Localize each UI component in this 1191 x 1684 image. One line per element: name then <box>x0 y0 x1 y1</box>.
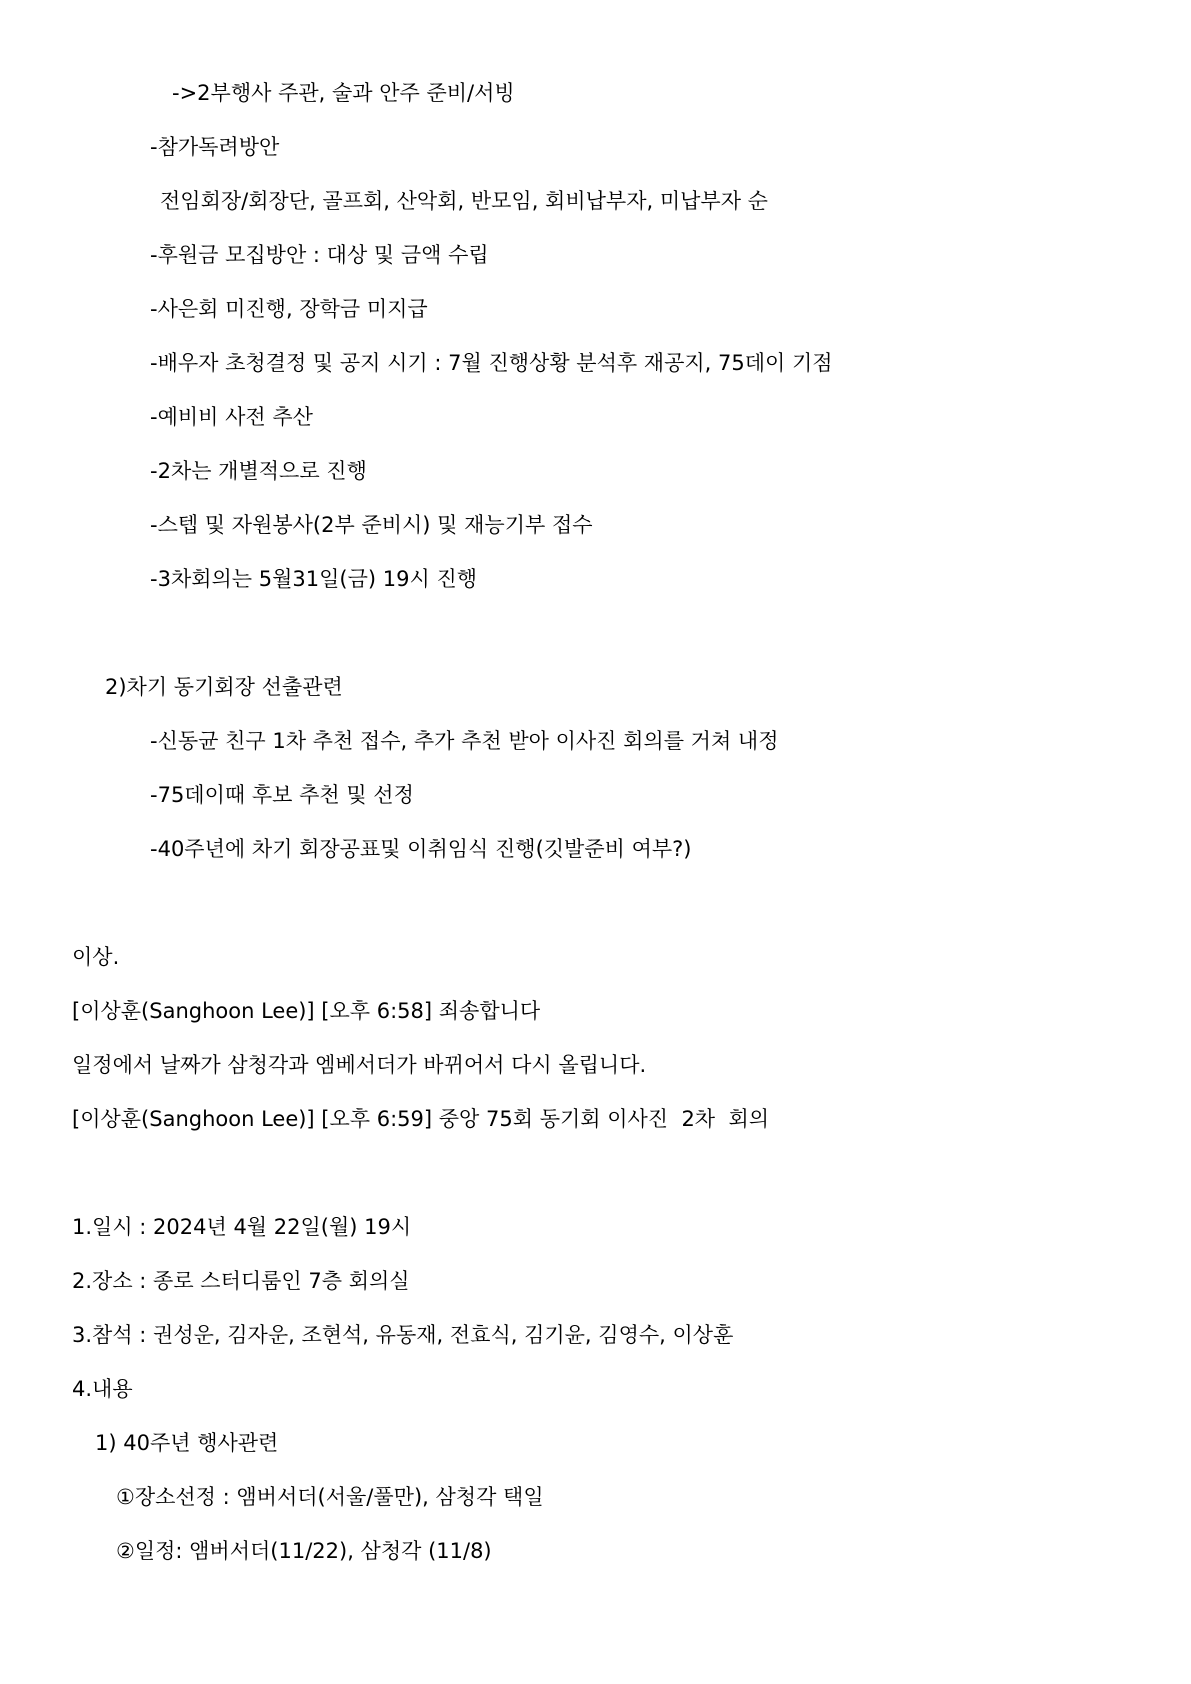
text-line: -후원금 모집방안 : 대상 및 금액 수립 <box>150 243 489 267</box>
section-heading: 1) 40주년 행사관련 <box>95 1431 279 1455</box>
text-line: -참가독려방안 <box>150 135 280 159</box>
text-line: 1.일시 : 2024년 4월 22일(월) 19시 <box>72 1215 412 1239</box>
text-line: -3차회의는 5월31일(금) 19시 진행 <box>150 567 478 591</box>
text-line: -사은회 미진행, 장학금 미지급 <box>150 297 428 321</box>
text-line: -40주년에 차기 회장공표및 이취임식 진행(깃발준비 여부?) <box>150 837 692 861</box>
section-heading: 4.내용 <box>72 1377 133 1401</box>
text-line: ②일정: 앰버서더(11/22), 삼청각 (11/8) <box>116 1539 492 1563</box>
text-line: -예비비 사전 추산 <box>150 405 313 429</box>
text-line: ①장소선정 : 앰버서더(서울/풀만), 삼청각 택일 <box>116 1485 544 1509</box>
message-header: [이상훈(Sanghoon Lee)] [오후 6:58] 죄송합니다 <box>72 999 541 1023</box>
text-line: -배우자 초청결정 및 공지 시기 : 7월 진행상황 분석후 재공지, 75데이 기점 <box>150 351 833 375</box>
message-header: [이상훈(Sanghoon Lee)] [오후 6:59] 중앙 75회 동기회 이사진 2차 회의 <box>72 1107 770 1131</box>
text-line: -75데이때 후보 추천 및 선정 <box>150 783 414 807</box>
text-line: 2.장소 : 종로 스터디룸인 7층 회의실 <box>72 1269 410 1293</box>
text-line: 3.참석 : 권성운, 김자운, 조현석, 유동재, 전효식, 김기윤, 김영수, 이상훈 <box>72 1323 734 1347</box>
text-line: 전임회장/회장단, 골프회, 산악회, 반모임, 회비납부자, 미납부자 순 <box>160 189 768 213</box>
text-line: -스텝 및 자원봉사(2부 준비시) 및 재능기부 접수 <box>150 513 593 537</box>
text-line: -신동균 친구 1차 추천 접수, 추가 추천 받아 이사진 회의를 거쳐 내정 <box>150 729 779 753</box>
text-line: ->2부행사 주관, 술과 안주 준비/서빙 <box>172 81 515 105</box>
section-heading: 2)차기 동기회장 선출관련 <box>105 675 343 699</box>
text-line: -2차는 개별적으로 진행 <box>150 459 367 483</box>
text-line: 일정에서 날짜가 삼청각과 엠베서더가 바뀌어서 다시 올립니다. <box>72 1053 647 1077</box>
text-line: 이상. <box>72 945 120 969</box>
